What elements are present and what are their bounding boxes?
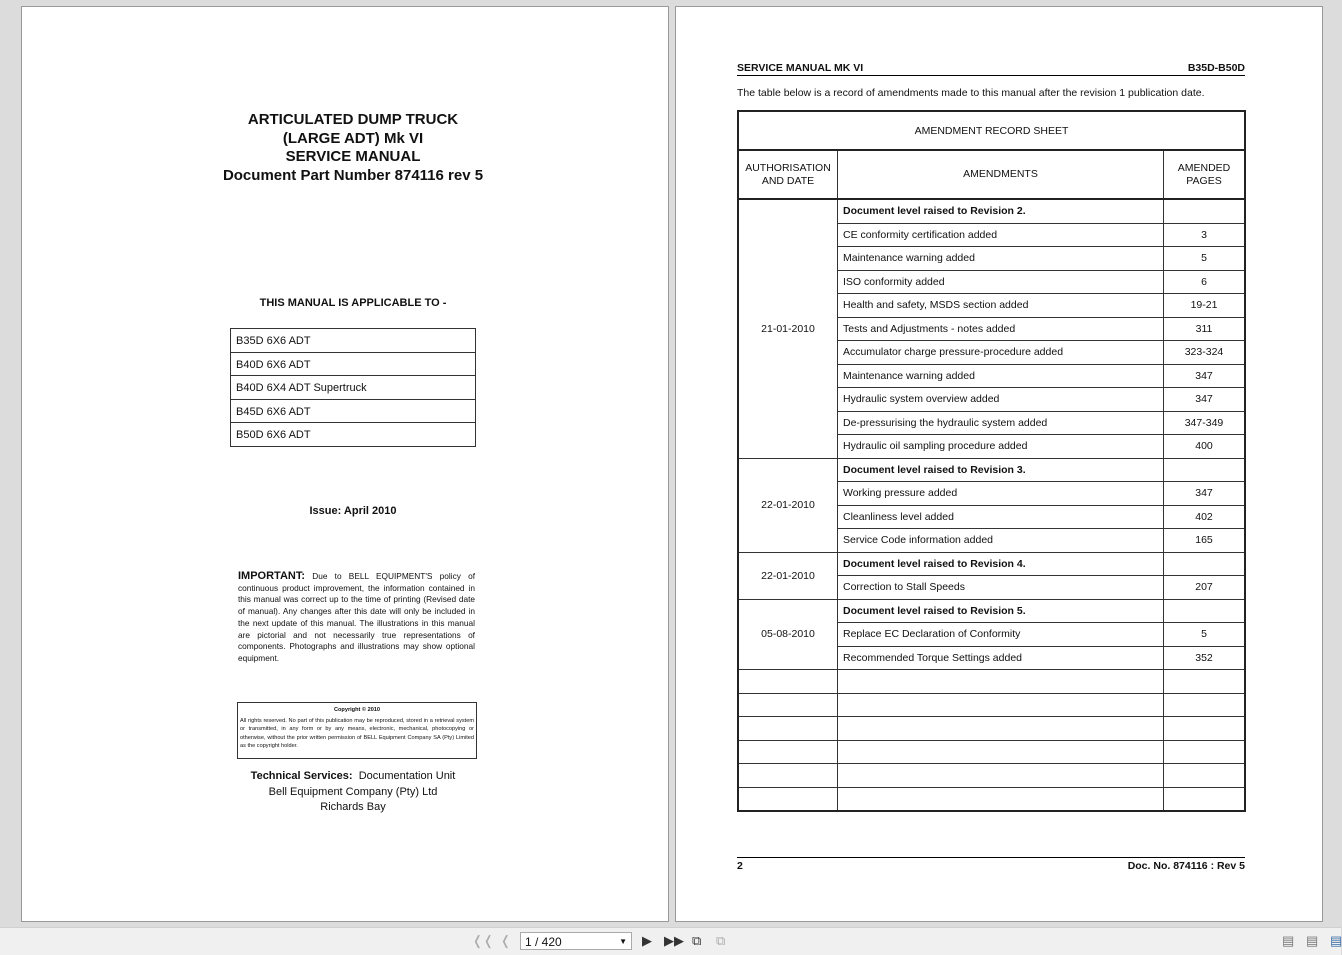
technical-services: Technical Services: Documentation Unit Bell Equipment Company (Pty) Ltd Richards Bay <box>250 770 456 813</box>
amendment-text: Service Code information added <box>838 529 1164 553</box>
page-header: SERVICE MANUAL MK VI B35D-B50D <box>737 62 1245 74</box>
authorisation-date: 22-01-2010 <box>738 458 838 552</box>
empty-cell <box>838 670 1164 694</box>
empty-cell <box>738 717 838 741</box>
amended-pages: 352 <box>1164 646 1246 670</box>
amendment-text: Cleanliness level added <box>838 505 1164 529</box>
model-item: B45D 6X6 ADT <box>231 400 475 424</box>
first-page-icon[interactable]: ❬❬ <box>472 933 494 948</box>
amendment-text: Accumulator charge pressure-procedure added <box>838 341 1164 365</box>
amendment-text: Recommended Torque Settings added <box>838 646 1164 670</box>
amended-pages: 5 <box>1164 247 1246 271</box>
model-item: B50D 6X6 ADT <box>236 429 311 442</box>
amended-pages: 311 <box>1164 317 1246 341</box>
empty-cell <box>838 717 1164 741</box>
amendment-text: Tests and Adjustments - notes added <box>838 317 1164 341</box>
amendment-text: Document level raised to Revision 2. <box>838 199 1164 223</box>
table-title: AMENDMENT RECORD SHEET <box>738 111 1245 150</box>
empty-cell <box>838 740 1164 764</box>
amended-pages <box>1164 552 1246 576</box>
chevron-down-icon[interactable]: ▼ <box>619 937 627 946</box>
amendment-text: Correction to Stall Speeds <box>838 576 1164 600</box>
empty-cell <box>738 740 838 764</box>
table-row <box>738 552 1245 576</box>
copyright-box: Copyright © 2010 All rights reserved. No part of this publication may be reproduced, stored in a retrieval system or transmitted, in any form or by any means, electronic, mechanical, photocopying or otherwise, without the prior written permission of BELL Equipment Company SA (Pty) Limited as the copyright holder. <box>237 702 477 759</box>
amendment-text: De-pressurising the hydraulic system added <box>838 411 1164 435</box>
amendment-text: Document level raised to Revision 4. <box>838 552 1164 576</box>
table-row <box>738 599 1245 623</box>
page-number-input[interactable]: 1 / 420 ▼ <box>520 932 632 950</box>
amendment-text: Maintenance warning added <box>838 247 1164 271</box>
important-notice: IMPORTANT: Due to BELL EQUIPMENT'S policy of continuous product improvement, the information contained in this manual was correct up to the time of printing (Revised date of manual). Any changes after this date will only be included in the next update of this manual. The illustrations in this manual are pictorial and not necessarily true representations of components. Photographs and illustrations may show optional equipment. <box>238 570 475 663</box>
next-view-icon[interactable]: ⧉ <box>716 933 726 948</box>
empty-cell <box>1164 693 1246 717</box>
column-header: AMENDMENTS <box>838 150 1164 199</box>
amended-pages: 400 <box>1164 435 1246 459</box>
amended-pages <box>1164 199 1246 223</box>
amended-pages: 347 <box>1164 364 1246 388</box>
intro-text: The table below is a record of amendments made to this manual after the revision 1 publication date. <box>737 87 1205 99</box>
column-header: AMENDED PAGES <box>1164 150 1246 199</box>
column-header: AUTHORISATION AND DATE <box>738 150 838 199</box>
empty-cell <box>738 670 838 694</box>
last-page-icon[interactable]: ▶▶ <box>664 933 684 948</box>
table-row <box>738 199 1245 223</box>
left-page <box>21 6 669 922</box>
empty-row <box>738 764 1245 788</box>
empty-row <box>738 740 1245 764</box>
amended-pages <box>1164 599 1246 623</box>
empty-cell <box>738 764 838 788</box>
model-item: B40D 6X4 ADT Supertruck <box>231 376 475 400</box>
amendment-text: Document level raised to Revision 3. <box>838 458 1164 482</box>
issue-date: Issue: April 2010 <box>309 505 397 517</box>
manual-title: ARTICULATED DUMP TRUCK (LARGE ADT) Mk VI SERVICE MANUAL Document Part Number 874116 rev 5 <box>222 111 484 184</box>
amended-pages: 207 <box>1164 576 1246 600</box>
previous-view-icon[interactable]: ⧉ <box>692 933 702 948</box>
amendment-text: Health and safety, MSDS section added <box>838 294 1164 318</box>
empty-cell <box>1164 717 1246 741</box>
amendment-text: Replace EC Declaration of Conformity <box>838 623 1164 647</box>
empty-row <box>738 787 1245 811</box>
right-page <box>675 6 1323 922</box>
empty-cell <box>738 693 838 717</box>
empty-cell <box>1164 787 1246 811</box>
empty-cell <box>1164 670 1246 694</box>
continuous-page-icon[interactable]: ▤ <box>1306 933 1319 948</box>
page-footer: 2 Doc. No. 874116 : Rev 5 <box>737 857 1245 872</box>
authorisation-date: 21-01-2010 <box>738 199 838 458</box>
amendment-text: Working pressure added <box>838 482 1164 506</box>
empty-cell <box>838 787 1164 811</box>
empty-cell <box>738 787 838 811</box>
amendment-text: Hydraulic oil sampling procedure added <box>838 435 1164 459</box>
viewer-toolbar <box>0 927 1341 955</box>
amended-pages: 347 <box>1164 482 1246 506</box>
amended-pages: 3 <box>1164 223 1246 247</box>
amended-pages: 19-21 <box>1164 294 1246 318</box>
empty-row <box>738 693 1245 717</box>
amendment-text: Document level raised to Revision 5. <box>838 599 1164 623</box>
amended-pages: 402 <box>1164 505 1246 529</box>
authorisation-date: 05-08-2010 <box>738 599 838 670</box>
empty-cell <box>838 764 1164 788</box>
empty-row <box>738 670 1245 694</box>
table-row <box>738 458 1245 482</box>
amendment-table <box>737 110 1246 812</box>
previous-page-icon[interactable]: ❬ <box>500 933 511 948</box>
empty-cell <box>1164 764 1246 788</box>
empty-cell <box>1164 740 1246 764</box>
amended-pages <box>1164 458 1246 482</box>
single-page-icon[interactable]: ▤ <box>1282 933 1295 948</box>
model-item: B35D 6X6 ADT <box>231 329 475 353</box>
amendment-text: Hydraulic system overview added <box>838 388 1164 412</box>
amended-pages: 347-349 <box>1164 411 1246 435</box>
empty-cell <box>838 693 1164 717</box>
amended-pages: 347 <box>1164 388 1246 412</box>
models-list <box>230 328 476 447</box>
amendment-text: Maintenance warning added <box>838 364 1164 388</box>
applicable-heading: THIS MANUAL IS APPLICABLE TO - <box>259 297 447 309</box>
authorisation-date: 22-01-2010 <box>738 552 838 599</box>
model-item: B40D 6X6 ADT <box>231 353 475 377</box>
amendment-text: ISO conformity added <box>838 270 1164 294</box>
amended-pages: 5 <box>1164 623 1246 647</box>
empty-row <box>738 717 1245 741</box>
amended-pages: 323-324 <box>1164 341 1246 365</box>
facing-pages-icon[interactable]: ▤ <box>1330 933 1342 948</box>
amended-pages: 6 <box>1164 270 1246 294</box>
next-page-icon[interactable]: ▶ <box>642 933 652 948</box>
amendment-text: CE conformity certification added <box>838 223 1164 247</box>
amended-pages: 165 <box>1164 529 1246 553</box>
